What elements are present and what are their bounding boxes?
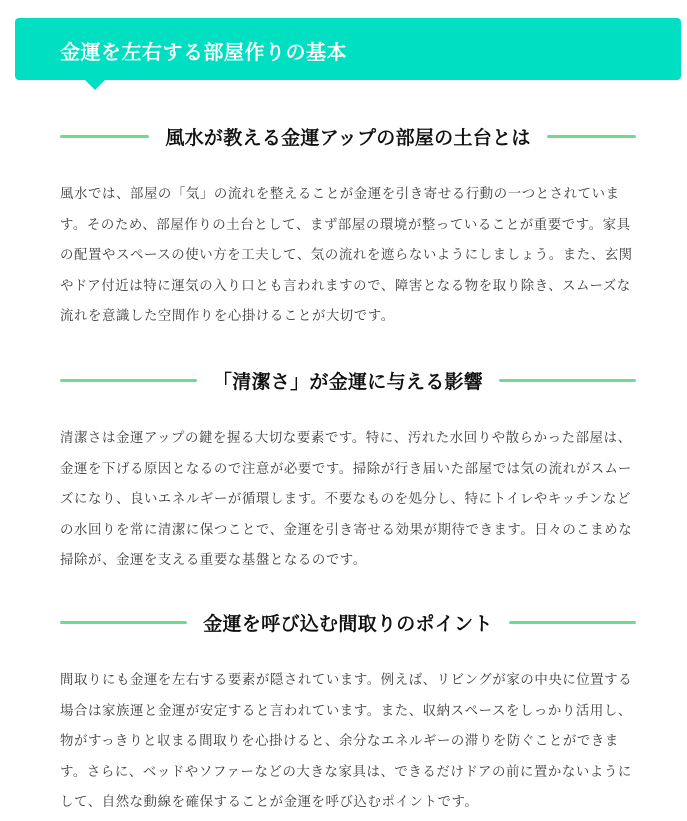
- section-heading-text: 風水が教える金運アップの部屋の土台とは: [165, 126, 531, 149]
- heading-rule-right: [499, 379, 636, 382]
- heading-rule-left: [60, 379, 197, 382]
- section-heading-3: [60, 607, 636, 637]
- heading-rule-left: [60, 135, 149, 138]
- section-heading-2: [60, 365, 636, 395]
- section-paragraph-1: 風水では、部屋の「気」の流れを整えることが金運を引き寄せる行動の一つとされています。そのため、部屋作りの土台として、まず部屋の環境が整っていることが重要です。家具の配置やスペースの使い方を工夫して、気の流れを遮らないようにしましょう。また、玄関やドア付近は特に運気の入り口とも言われますので、障害となる物を取り除き、スムーズな流れを意識した空間作りを心掛けることが大切です。: [60, 187, 633, 324]
- section-paragraph-3: 間取りにも金運を左右する要素が隠されています。例えば、リビングが家の中央に位置する場合は家族運と金運が安定すると言われています。また、収納スペースをしっかり活用し、物がすっきりと収まる間取りを心掛けると、余分なエネルギーの滞りを防ぐことができます。さらに、ベッドやソファーなどの大きな家具は、できるだけドアの前に置かないようにして、自然な動線を確保することが金運を呼び込むポイントです。: [60, 673, 633, 810]
- section-heading-text: 「清潔さ」が金運に与える影響: [212, 370, 484, 393]
- section-heading-text: 金運を呼び込む間取りのポイント: [203, 612, 493, 635]
- banner-pointer-arrow: [85, 80, 105, 90]
- section-banner: [15, 18, 681, 80]
- section-paragraph-2: 清潔さは金運アップの鍵を握る大切な要素です。特に、汚れた水回りや散らかった部屋は、金運を下げる原因となるので注意が必要です。掃除が行き届いた部屋では気の流れがスムーズになり、良いエネルギーが循環します。不要なものを処分し、特にトイレやキッチンなどの水回りを常に清潔に保つことで、金運を引き寄せる効果が期待できます。日々のこまめな掃除が、金運を支える重要な基盤となるのです。: [60, 431, 633, 568]
- banner-title: 金運を左右する部屋作りの基本: [60, 40, 347, 64]
- heading-rule-right: [547, 135, 636, 138]
- heading-rule-left: [60, 621, 187, 624]
- heading-rule-right: [509, 621, 636, 624]
- section-heading-1: [60, 121, 636, 151]
